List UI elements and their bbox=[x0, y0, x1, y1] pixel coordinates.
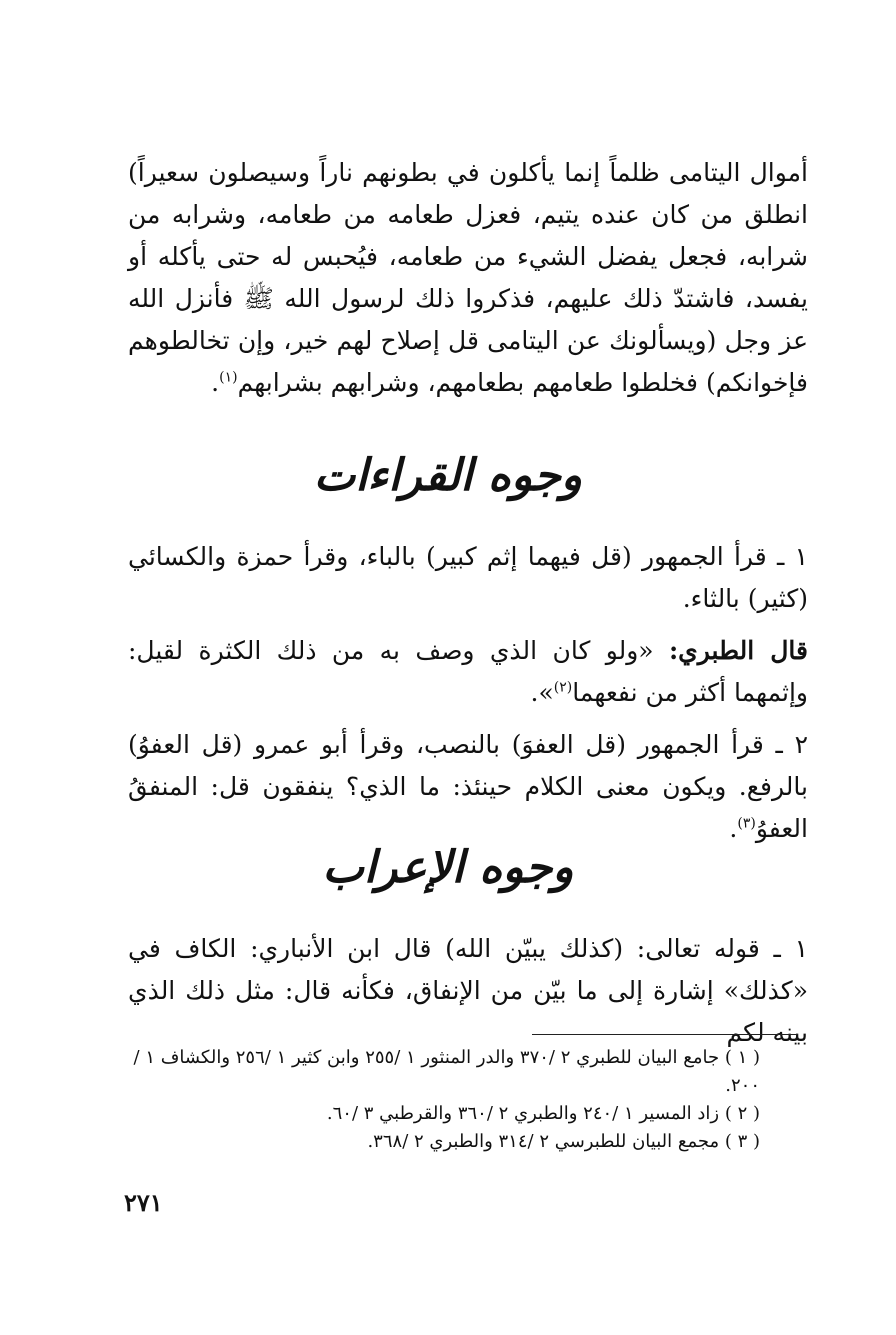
footnotes-list bbox=[120, 1044, 760, 1156]
quote-end: ». bbox=[530, 678, 554, 707]
footnote-3: ( ٣ ) مجمع البيان للطبرسي ٢ /٣١٤ والطبري ٢ /٣٦٨. bbox=[367, 1131, 760, 1152]
readings-item-1: ١ ـ قرأ الجمهور (قل فيهما إثم كبير) بالباء، وقرأ حمزة والكسائي (كثير) بالثاء. bbox=[128, 542, 808, 613]
tabari-quote: «ولو كان الذي وصف به من ذلك الكثرة لقيل: وإثمهما أكثر من نفعهما bbox=[128, 636, 808, 707]
section-heading-readings: وجوه القراءات bbox=[313, 450, 583, 501]
readings-item-2 bbox=[128, 724, 808, 850]
item-2-end: . bbox=[729, 814, 738, 843]
footnote-divider bbox=[532, 1034, 798, 1035]
footnote-ref-3: (٣) bbox=[737, 815, 756, 832]
opening-paragraph bbox=[128, 152, 808, 404]
footnote-1: ( ١ ) جامع البيان للطبري ٢ /٣٧٠ والدر المنثور ١ /٢٥٥ وابن كثير ١ /٢٥٦ والكشاف ١ /٢٠٠. bbox=[133, 1047, 760, 1096]
page-number: ٢٧١ bbox=[124, 1188, 163, 1217]
section-heading-parsing: وجوه الإعراب bbox=[322, 842, 574, 893]
footnote-ref-1: (١) bbox=[219, 369, 238, 386]
paragraph-end: . bbox=[211, 368, 220, 397]
item-2-text: ٢ ـ قرأ الجمهور (قل العفوَ) بالنصب، وقرأ أبو عمرو (قل العفوُ) بالرفع. ويكون معنى الكلام حينئذ: ما الذي؟ ينفقون قل: المنفقُ العفوُ bbox=[128, 730, 808, 843]
footnote-ref-2: (٢) bbox=[553, 679, 573, 696]
parsing-item-1: ١ ـ قوله تعالى: (كذلك يبيّن الله) قال ابن الأنباري: الكاف في «كذلك» إشارة إلى ما بيّن من الإنفاق، فكأنه قال: مثل ذلك الذي بينه لكم bbox=[128, 934, 808, 1047]
tabari-quote-paragraph bbox=[128, 630, 808, 714]
footnote-2: ( ٢ ) زاد المسير ١ /٢٤٠ والطبري ٢ /٣٦٠ والقرطبي ٣ /٦٠. bbox=[326, 1103, 760, 1124]
tabari-label: قال الطبري: bbox=[668, 636, 808, 665]
paragraph-text: أموال اليتامى ظلماً إنما يأكلون في بطونهم ناراً وسيصلون سعيراً) انطلق من كان عنده يتيم، فعزل طعامه من طعامه، وشرابه من شرابه، فجعل يفضل الشيء من طعامه، فيُحبس له حتى يأكله أو يفسد، فاشتدّ ذلك عليهم، فذكروا ذلك لرسول الله ﷺ فأنزل الله عز وجل (ويسألونك عن اليتامى قل إصلاح لهم خير، وإن تخالطوهم فإخوانكم) فخلطوا طعامهم بطعامهم، وشرابهم بشرابهم bbox=[128, 158, 808, 397]
